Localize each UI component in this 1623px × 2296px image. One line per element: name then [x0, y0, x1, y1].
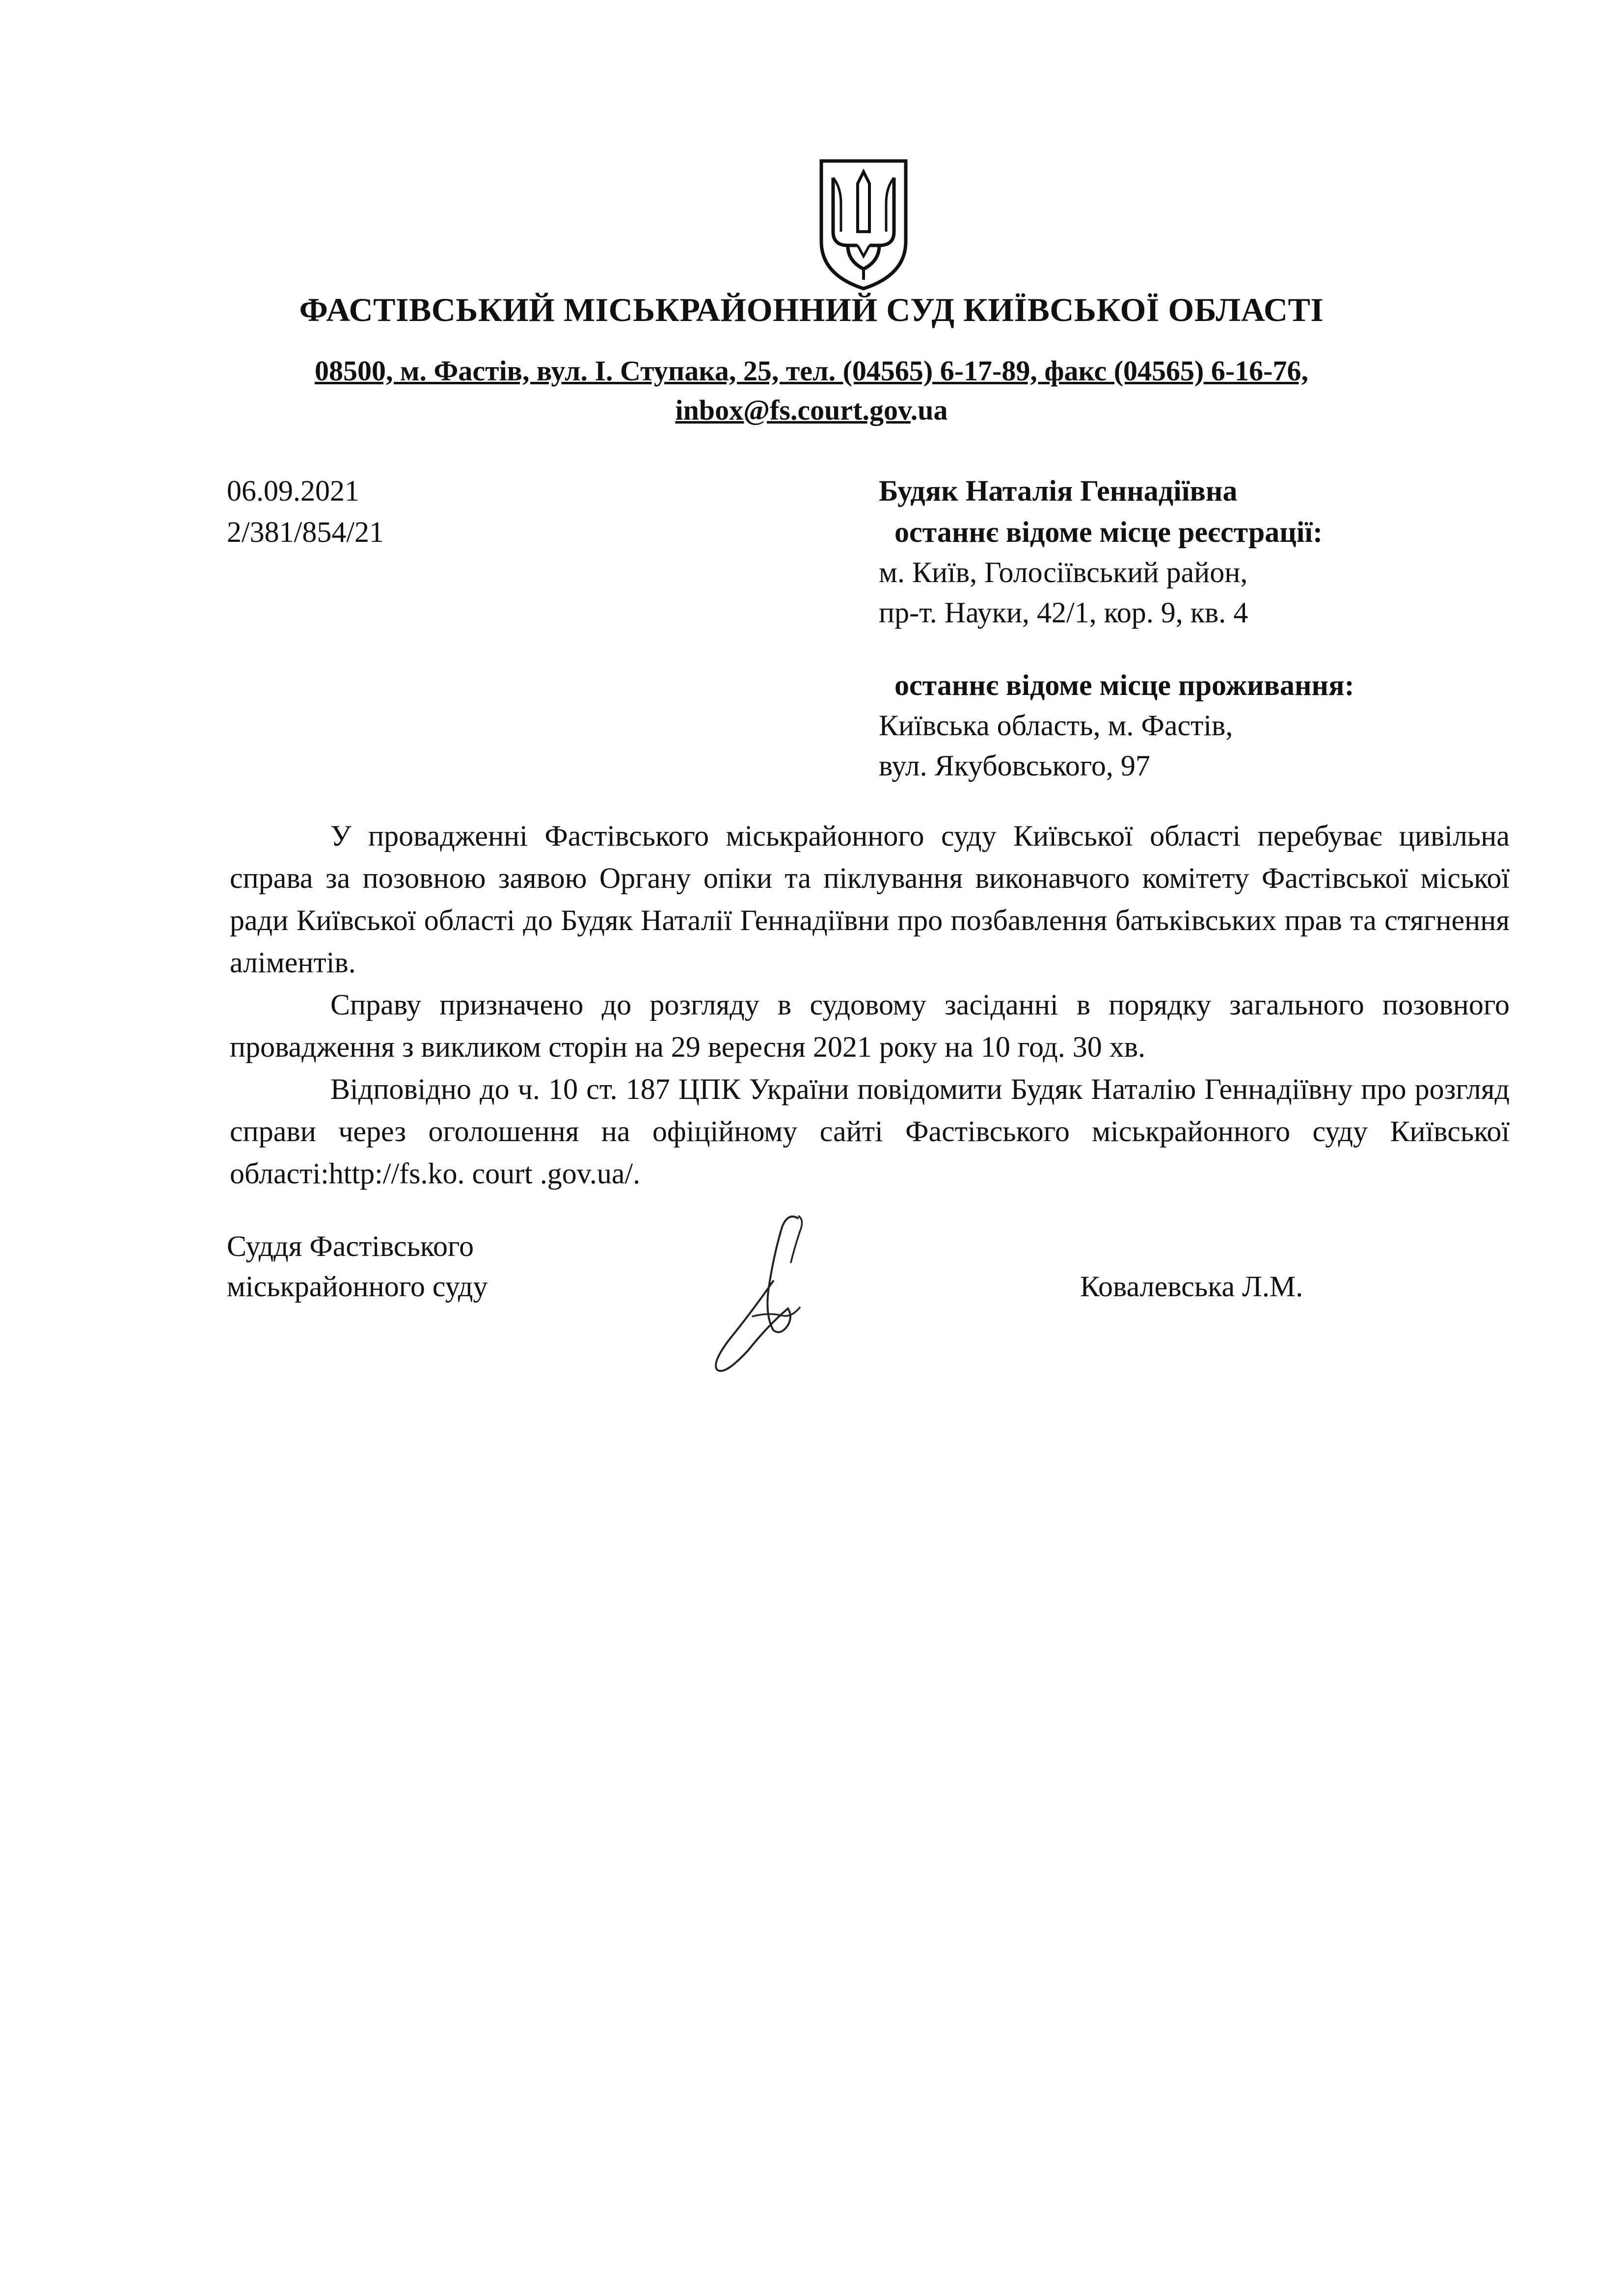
court-address: 08500, м. Фастів, вул. І. Ступака, 25, тел. (04565) 6-17-89, факс (04565) 6-16-76,: [315, 355, 1308, 387]
body-paragraph: Відповідно до ч. 10 ст. 187 ЦПК України повідомити Будяк Наталію Геннадіївну про розгляд справи через оголошення на офіційному сайті Фастівського міськрайонного суду Київської області:http://fs.ko. court .gov.ua/.: [230, 1073, 1510, 1190]
body-paragraph: У провадженні Фастівського міськрайонного суду Київської області перебуває цивільна справа за позовною заявою Органу опіки та піклування виконавчого комітету Фастівської міської ради Київської області до Будяк Наталії Геннадіївни про позбавлення батьківських прав та стягнення аліментів.: [230, 820, 1510, 979]
signatory-title: міськрайонного суду: [227, 1270, 488, 1303]
judge-name: Ковалевська Л.М.: [1080, 1270, 1303, 1303]
residence-label: останнє відоме місце проживання:: [894, 669, 1354, 701]
letter-body: [230, 815, 1510, 1195]
document-number: 2/381/854/21: [227, 516, 384, 548]
registration-line: пр-т. Науки, 42/1, кор. 9, кв. 4: [879, 596, 1248, 629]
court-name: ФАСТІВСЬКИЙ МІСЬКРАЙОННИЙ СУД КИЇВСЬКОЇ ОБЛАСТІ: [299, 291, 1324, 328]
body-paragraph: Справу призначено до розгляду в судовому засіданні в порядку загального позовного провадження з викликом сторін на 29 вересня 2021 року на 10 год. 30 хв.: [230, 988, 1510, 1063]
court-email-suffix: .ua: [910, 394, 948, 426]
recipient-name: Будяк Наталія Геннадіївна: [879, 475, 1238, 507]
handwritten-signature-icon: [695, 1207, 827, 1384]
coat-of-arms-icon: [818, 158, 909, 292]
court-email[interactable]: inbox@fs.court.gov: [675, 394, 911, 426]
residence-line: вул. Якубовського, 97: [879, 749, 1150, 782]
registration-line: м. Київ, Голосіївський район,: [879, 556, 1248, 588]
registration-label: останнє відоме місце реєстрації:: [894, 516, 1323, 548]
residence-line: Київська область, м. Фастів,: [879, 709, 1233, 742]
document-date: 06.09.2021: [227, 475, 359, 507]
court-email-line: [0, 394, 1623, 427]
signatory-title: Суддя Фастівського: [227, 1230, 474, 1262]
